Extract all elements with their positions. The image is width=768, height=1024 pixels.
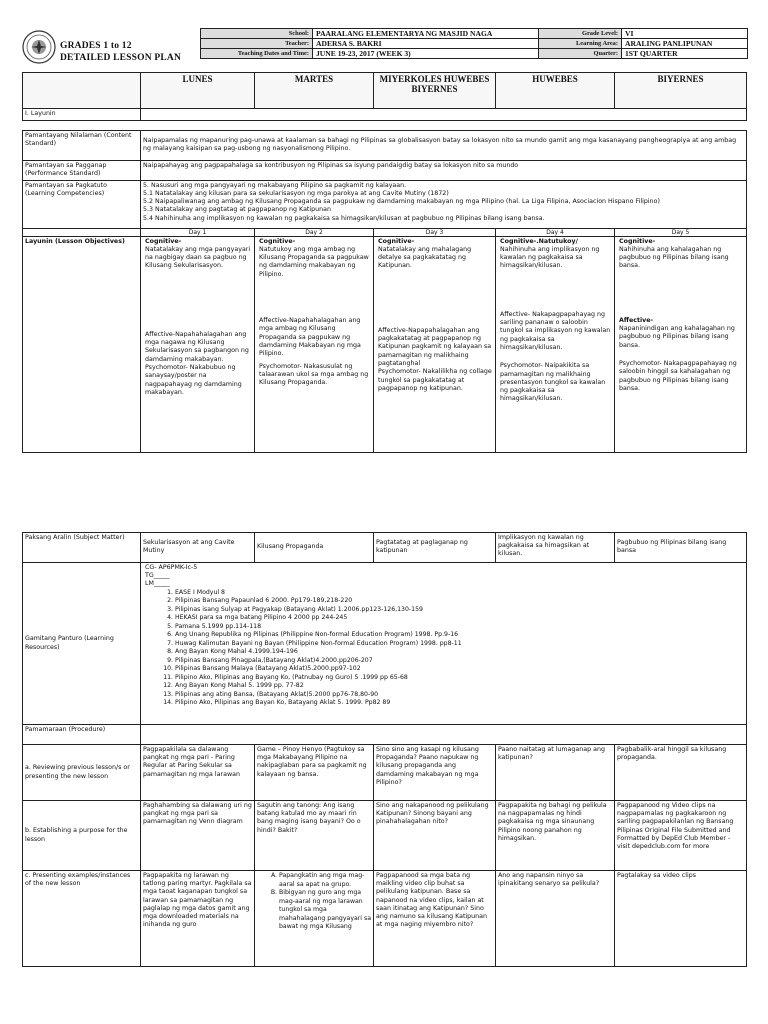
competency-item: 5.4 Nahihinuha ang implikasyon ng kawalan ng pagkakaisa sa himagsikan/kilusan at pagbubuo ng Pilipinas bilang isang bansa.	[143, 214, 545, 222]
subject-day3: Pagtatatag at paglaganap ng katipunan	[374, 533, 496, 563]
layunin-label: I. Layunin	[23, 109, 141, 121]
list-item: 8. Ang Bayan Kong Mahal 4.1999.194-196	[175, 648, 744, 657]
proc-c-day5: Pagtalakay sa video clips	[615, 871, 747, 967]
competency-item: 5.3 Natatalakay ang pagtatag at pagpapanop ng Katipunan	[143, 206, 331, 214]
day-number: Day 4	[496, 228, 615, 236]
proc-c-day1: Pagpapakita ng larawan ng tatlong paring martyr. Pagkilala sa mga taoat kaganapan tungkol sa larawan sa pamamagitan ng paglalap ng mga datos gamit ang mga downloaded materials na inihanda ng guro	[141, 871, 255, 967]
resources-label-text: Gamitang Panturo (Learning Resources)	[25, 635, 114, 651]
school-value: PAARALANG ELEMENTARYA NG MASJID NAGA	[313, 29, 539, 39]
grade-level-label: Grade Level:	[539, 29, 622, 39]
list-item: B. Bibigyan ng guro ang mga mag-aaral ng mga larawan tungkol sa mga mahahalagang pangyayari sa bawat ng mga Kilusang	[279, 889, 371, 932]
learning-area-value: ARALING PANLIPUNAN	[622, 39, 748, 49]
cognitive-text: Nahihinuha ang kahalagahan ng pagbubuo ng Pilipinas bilang isang bansa.	[619, 245, 729, 270]
header-info-table	[200, 28, 748, 59]
performance-standard-label: Pamantayan sa Pagganap (Performance Standard)	[23, 161, 141, 181]
resources-list	[145, 589, 744, 708]
cognitive-heading: Cognitive-	[145, 237, 182, 245]
list-item: 2. Pilipinas Bansang Papaunlad 6 2000. Pp179-189,218-220	[175, 597, 744, 606]
content-standard-label: Pamantayang Nilalaman (Content Standard)	[23, 131, 141, 161]
cognitive-heading: Cognitive-	[378, 237, 415, 245]
proc-c-day4: Ano ang napansin ninyo sa ipinakitang senaryo sa pelikula?	[496, 871, 615, 967]
dates-value: JUNE 19-23, 2017 (WEEK 3)	[313, 49, 539, 59]
psychomotor-text: Psychomotor- Nakabubuo ng sanaysay/poster na nagpapahayag ng damdaming makabayan.	[145, 363, 242, 396]
list-item: 14. Pilipino Ako, Pilipinas ang Bayan Ko, Batayang Aklat 5. 1999. Pp82 89	[175, 699, 744, 708]
list-item: 10. Pilipinas Bansang Malaya (Batayang Aklat)5.2000.pp97-102	[175, 665, 744, 674]
list-item: 7. Huwag Kalimutan Bayani ng Bayan (Philippine Non-formal Education Program) 1998. pp8-11	[175, 640, 744, 649]
day-number: Day 1	[141, 228, 255, 236]
list-item: 5. Pamana 5.1999 pp.114-118	[175, 623, 744, 632]
competency-item: 5. Nasusuri ang mga pangyayari ng makabayang Pilipino sa pagkamit ng kalayaan.	[143, 181, 407, 189]
subject-day5: Pagbubuo ng Pilipinas bilang isang bansa	[615, 533, 747, 563]
proc-a-day5: Pagbabalik-aral hinggil sa kilusang propaganda.	[615, 745, 747, 801]
proc-a-label: a. Reviewing previous lesson/s or presenting the new lesson	[23, 745, 141, 801]
teacher-label: Teacher:	[201, 39, 313, 49]
day-header-lunes: LUNES	[141, 73, 255, 109]
subject-day1: Sekularisasyon at ang Cavite Mutiny	[141, 533, 255, 563]
lesson-plan-table-top	[22, 72, 747, 453]
tg-line: TG_____	[145, 572, 170, 580]
day-header-biyernes: BIYERNES	[615, 73, 747, 109]
competencies-label: Pamantayan sa Pagkatuto (Learning Competencies)	[23, 180, 141, 228]
cg-code: CG- AP6PMK-Ic-5	[145, 564, 198, 571]
empty-corner	[23, 73, 141, 109]
psychomotor-text: Psychomotor- Nakapagpapahayag ng saloobin hinggil sa kahalagahan ng pagbubuo ng Pilipinas bilang isang bansa.	[619, 359, 737, 392]
cognitive-text: Natatalakay ang mahalagang detalye sa pagkakatatag ng Katipunan.	[378, 245, 472, 270]
day-number: Day 2	[255, 228, 374, 236]
cognitive-heading: Cognitive-.Natutukoy/	[500, 237, 578, 245]
list-item: 11. Pilipino Ako, Pilipinas ang Bayang Ko, (Patnubay ng Guro) 5 .1999 pp 65-68	[175, 674, 744, 683]
proc-c-label: c. Presenting examples/instances of the new lesson	[23, 871, 141, 967]
cognitive-text: Natatalakay ang mga pangyayari na nagbigay daan sa pagbuo ng Kilusang Sekularisasyon.	[145, 245, 251, 270]
proc-b-day3: Sino ang nakapanood ng pelikulang Katipunan? Sinong bayani ang pinahahalagahan nito?	[374, 801, 496, 871]
document-title	[60, 40, 181, 64]
affective-text: Affective-Napapahalagahan ang pagkakatatag at pagpapanop ng Katipunan pagkamit ng kalayaan sa pamamagitan ng malikhaing pagtatanghal	[378, 326, 492, 367]
proc-b-label: b. Establishing a purpose for the lesson	[23, 801, 141, 871]
cognitive-heading: Cognitive-	[259, 237, 296, 245]
proc-a-day2: Game – Pinoy Henyo (Pagtukoy sa mga Makabayang Pilipino na nakipaglaban para sa pagkamit ng kalayaan ng bansa.	[255, 745, 374, 801]
school-label: School:	[201, 29, 313, 39]
proc-a-day1: Pagpapakilala sa dalawang pangkat ng mga pari - Paring Regular at Paring Sekular sa pamamagitan ng mga larawan	[141, 745, 255, 801]
proc-b-day5: Pagpapanood ng Video clips na nagpapamalas ng pagkakaroon ng sariling pagpapakilanlan ng Bansang Pilipinas Original File Submitted and Formatted by DepEd Club Member - visit depedclub.com for more	[615, 801, 747, 871]
procedure-label: Pamamaraan (Procedure)	[23, 725, 141, 745]
day-number: Day 3	[374, 228, 496, 236]
objectives-day5	[615, 236, 747, 452]
resources-cell	[141, 563, 747, 725]
quarter-value: 1ST QUARTER	[622, 49, 748, 59]
resources-label	[23, 563, 141, 725]
lesson-plan-table-bottom	[22, 532, 747, 967]
subject-day2: Kilusang Propaganda	[255, 533, 374, 563]
affective-text: Napaninindigan ang kahalagahan ng pagbubuo ng Pilipinas bilang isang bansa.	[619, 325, 735, 349]
affective-text: Affective-Napahahalagahan ang mga nagawa ng Kilusang Sekularisasyon sa pagbangon ng damdaming makabayan.	[145, 330, 249, 363]
list-item: 13. Pilipinas ang ating Bansa, (Batayang Aklat)5.2000 pp76-78,80-90	[175, 691, 744, 700]
list-item: 9. Pilipinas Bansang Pinagpala,(Batayang Aklat)4.2000.pp206-207	[175, 657, 744, 666]
day-header-huwebes: HUWEBES	[496, 73, 615, 109]
quarter-label: Quarter:	[539, 49, 622, 59]
proc-c-day3: Pagpapanood sa mga bata ng maikling video clip buhat sa pelikulang katipunan. Base sa napanood na video clips, kailan at saan itinatag ang Katipunan? Sino ang namuno sa kilusang Katipunan at mga naging miyembro nito?	[374, 871, 496, 967]
cognitive-heading: Cognitive-	[619, 237, 656, 245]
cognitive-text: Natutukoy ang mga ambag ng Kilusang Propaganda sa pagpukaw ng damdaming makabayan ng Pilipino.	[259, 245, 369, 278]
grade-level-value: VI	[622, 29, 748, 39]
affective-heading: Affective-	[619, 316, 654, 324]
title-line2: DETAILED LESSON PLAN	[60, 53, 182, 63]
psychomotor-text: Psychomotor- Naipakikita sa pamamagitan ng malikhaing presentasyon tungkol sa kawalan ng pagkakaisa sa himagsikan/kilusan.	[500, 362, 606, 403]
subject-day4: Implikasyon ng kawalan ng pagkakaisa sa himagsikan at kilusan.	[496, 533, 615, 563]
cognitive-text: Nahihinuha ang implikasyon ng kawalan ng pagkakaisa sa himagsikan/kilusan.	[500, 245, 600, 270]
list-item: A. Papangkatin ang mga mag-aaral sa apat na grupo.	[279, 872, 371, 889]
objectives-day3	[374, 236, 496, 452]
day-header-miyerkoles: MIYERKOLES HUWEBES BIYERNES	[374, 73, 496, 109]
list-item: 1. EASE I Modyul 8	[175, 589, 744, 598]
objectives-day1	[141, 236, 255, 452]
list-item: 4. HEKASI para sa mga batang Pilipino 4 2000 pp 244-245	[175, 614, 744, 623]
proc-b-day2: Sagutin ang tanong: Ang isang batang katulad mo ay maari rin bang maging isang bayani? Oo o hindi? Bakit?	[255, 801, 374, 871]
content-standard-text: Naipapamalas ng mapanuring pag-unawa at kaalaman sa bahagi ng Pilipinas sa globalisasyon batay sa lokasyon nito sa mundo gamit ang mga kasanayang pangheograpiya at ang ambag ng malayang kaisipan sa pag-usbong ng nasyonalismong Pilipino.	[141, 131, 747, 161]
affective-text: Affective-Napahahalagahan ang mga ambag ng Kilusang Propaganda sa pagpukaw ng damdaming Makabayan ng mga Pilipino.	[259, 317, 361, 358]
list-item: 6. Ang Unang Republika ng Pilipinas (Philippine Non-formal Education Program) 1998. Pp.9-16	[175, 631, 744, 640]
deped-seal-icon	[22, 30, 56, 64]
proc-a-day4: Paano naitatag at lumaganap ang katipunan?	[496, 745, 615, 801]
competency-item: 5.2 Naipapaliwanag ang ambag ng Kilusang Propaganda sa pagpukaw ng damdaming makabayan ng mga Pilipino (hal. La Liga Filipina, Asociacion Hispano Filipino)	[143, 198, 660, 206]
list-item: 3. Pilipinas isang Sulyap at Pagyakap (Batayang Aklat) 1.2006.pp123-126,130-159	[175, 606, 744, 615]
dates-label: Teaching Dates and Time:	[201, 49, 313, 59]
lm-line: LM_____	[145, 580, 170, 588]
list-item: 12. Ang Bayan Kong Mahal 5. 1999 pp. 77-82	[175, 682, 744, 691]
proc-b-day4: Pagpapakita ng bahagi ng pelikula na nagpapamalas ng hindi pagkakaisa ng mga sinaunang Pilipino noong panahon ng himagsikan.	[496, 801, 615, 871]
proc-c-day2	[255, 871, 374, 967]
title-line1: GRADES 1 to 12	[60, 41, 132, 51]
day-header-martes: MARTES	[255, 73, 374, 109]
proc-c-day2-list	[257, 872, 371, 932]
objectives-day4	[496, 236, 615, 452]
objectives-label: Layunin (Lesson Objectives)	[23, 236, 141, 452]
psychomotor-text: Psychomotor- Nakasusulat ng talaarawan ukol sa mga ambag ng Kilusang Propaganda.	[259, 362, 369, 387]
competency-item: 5.1 Natatalakay ang kilusan para sa sekularisasyon ng mga parokya at ang Cavite Mutiny (1872)	[143, 189, 449, 197]
proc-a-day3: Sino sino ang kasapi ng kilusang Propaganda? Paano napukaw ng kilusang propaganda ang damdaming makabayan ng mga Pilipino?	[374, 745, 496, 801]
objectives-day2	[255, 236, 374, 452]
psychomotor-text: Psychomotor- Nakalilikha ng collage tungkol sa pagkakatatag at pagpapanop ng katipunan.	[378, 368, 492, 392]
teacher-value: ADERSA S. BAKRI	[313, 39, 539, 49]
affective-text: Affective- Nakapagpapahayag ng sariling pananaw o saloobin tungkol sa implikasyon ng kawalan ng pagkakaisa sa himagsikan/kilusan.	[500, 310, 611, 351]
day-number: Day 5	[615, 228, 747, 236]
learning-area-label: Learning Area:	[539, 39, 622, 49]
competencies-list	[141, 180, 747, 228]
performance-standard-text: Naipapahayag ang pagpapahalaga sa kontribusyon ng Pilipinas sa isyung pandaigdig batay sa lokasyon nito sa mundo	[141, 161, 747, 181]
subject-matter-label: Paksang Aralin (Subject Matter)	[23, 533, 141, 563]
proc-b-day1: Paghahambing sa dalawang uri ng pangkat ng mga pari sa pamamagitan ng Venn diagram	[141, 801, 255, 871]
